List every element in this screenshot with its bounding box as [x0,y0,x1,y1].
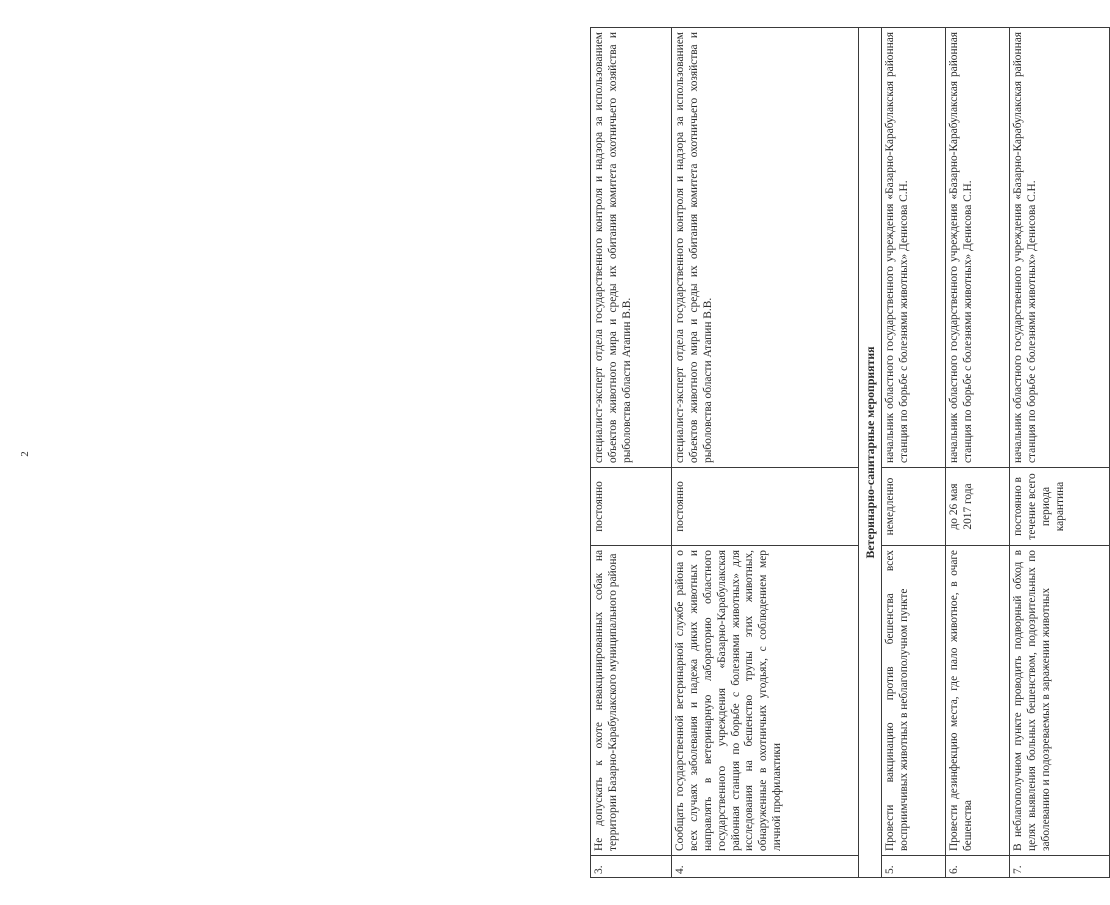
measures-table [590,27,1110,878]
table-row [1010,28,1110,878]
row-number: 6. [945,856,1009,878]
responsible-cell: начальник областного государственного учреждения «Базарно-Карабулакская районная станция по борьбе с болезнями животных» Денисова С.Н. [881,28,945,468]
responsible-cell: начальник областного государственного учреждения «Базарно-Карабулакская районная станция по борьбе с болезнями животных» Денисова С.Н. [945,28,1009,468]
section-title: Ветеринарно-санитарные мероприятия [858,28,881,878]
responsible-cell: специалист-эксперт отдела государственного контроля и надзора за использованием объектов животного мира и среды их обитания комитета охотничьего хозяйства и рыболовства области Атапин В.В. [671,28,858,468]
section-row [858,28,881,878]
event-cell: Провести вакцинацию против бешенства всех восприимчивых животных в неблагополучном пункте [881,546,945,856]
event-cell: Сообщать государственной ветеринарной службе района о всех случаях заболевания и падежа диких животных и направлять в ветеринарную лабораторию областного государственного учреждения «Базарно-Карабулакская районная станция по борьбе с болезнями животных» для исследования на бешенство трупы этих животных, обнаруженные в охотничьих угодьях, с соблюдением мер личной профилактики [671,546,858,856]
table-row [671,28,858,878]
term-cell: немедленно [881,468,945,546]
term-cell: постоянно [591,468,672,546]
table-row [945,28,1009,878]
row-number: 7. [1010,856,1110,878]
event-cell: Не допускать к охоте невакцинированных собак на территории Базарно-Карабулакского муниципального района [591,546,672,856]
term-cell: постоянно [671,468,858,546]
responsible-cell: начальник областного государственного учреждения «Базарно-Карабулакская районная станция по борьбе с болезнями животных» Денисова С.Н. [1010,28,1110,468]
row-number: 4. [671,856,858,878]
measures-table-wrapper [590,28,1110,878]
term-cell: постоянно в течение всего периода карантина [1010,468,1110,546]
row-number: 5. [881,856,945,878]
event-cell: Провести дезинфекцию места, где пало животное, в очаге бешенства [945,546,1009,856]
event-cell: В неблагополучном пункте проводить подворный обход в целях выявления больных бешенством, подозрительных по заболеванию и подозреваемых в заражении животных [1010,546,1110,856]
term-cell: до 26 мая 2017 года [945,468,1009,546]
table-row [881,28,945,878]
responsible-cell: специалист-эксперт отдела государственного контроля и надзора за использованием объектов животного мира и среды их обитания комитета охотничьего хозяйства и рыболовства области Атапин В.В. [591,28,672,468]
row-number: 3. [591,856,672,878]
page-number: 2 [18,451,31,457]
table-row [591,28,672,878]
